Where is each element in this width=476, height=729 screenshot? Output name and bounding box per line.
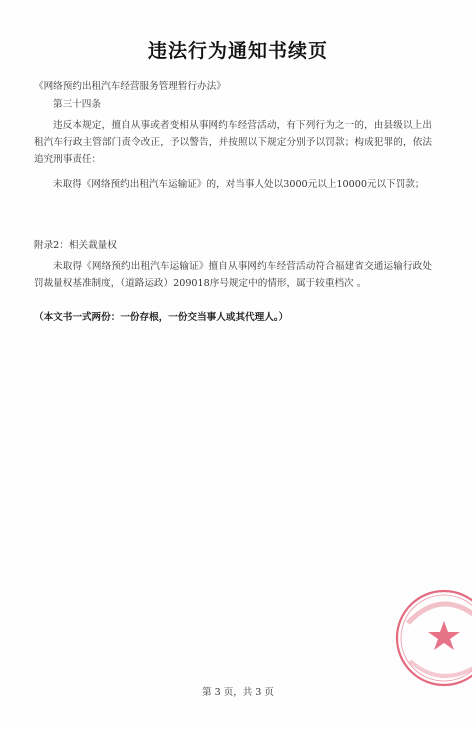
law-reference: 《网络预约出租汽车经营服务管理暂行办法》 [34,81,226,92]
official-seal [388,583,472,693]
page-title: 违法行为通知书续页 [147,40,328,62]
article-paragraph-1: 违反本规定，擅自从事或者变相从事网约车经营活动，有下列行为之一的，由县级以上出租汽车行政主管部门责令改正，予以警告，并按照以下规定分别予以罚款；构成犯罪的，依法追究刑事责任： [34,120,432,165]
seal-icon [388,583,472,693]
copies-note: （本文书一式两份：一份存根，一份交当事人或其代理人。） [34,312,289,323]
appendix-text: 未取得《网络预约出租汽车运输证》擅自从事网约车经营活动符合福建省交通运输行政处罚裁量权基准制度，（道路运政）209018序号规定中的情形，属于较重档次 。 [34,261,432,289]
article-paragraph-2: 未取得《网络预约出租汽车运输证》的，对当事人处以3000元以上10000元以下罚款； [53,179,425,190]
appendix-title: 附录2：相关裁量权 [34,240,117,251]
page-footer: 第 3 页，共 3 页 [202,687,274,698]
article-number: 第三十四条 [53,99,101,110]
